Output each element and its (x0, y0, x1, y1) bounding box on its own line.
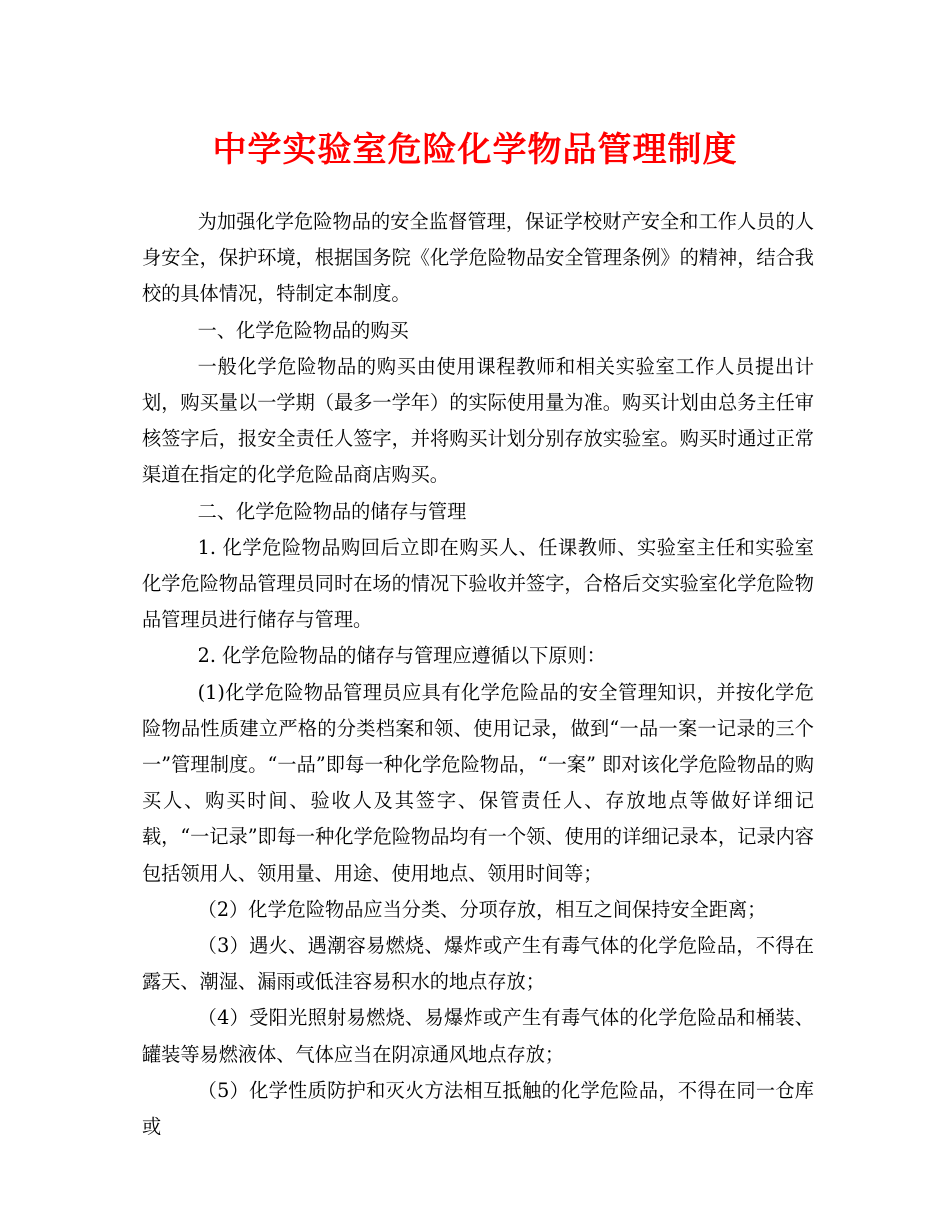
paragraph-rule-2: （2）化学危险物品应当分类、分项存放，相互之间保持安全距离； (197, 897, 767, 921)
section-heading-purchase: 一、化学危险物品的购买 (197, 318, 409, 342)
paragraph-rule-4: （4）受阳光照射易燃烧、易爆炸或产生有毒气体的化学危险品和桶装、罐装等易燃液体、气体应当在阴凉通风地点存放； (142, 1006, 814, 1066)
paragraph-purchase: 一般化学危险物品的购买由使用课程教师和相关实验室工作人员提出计划，购买量以一学期（最多一学年）的实际使用量为准。购买计划由总务主任审核签字后，报安全责任人签字，并将购买计划分别存放实验室。购买时通过正常渠道在指定的化学危险品商店购买。 (142, 354, 814, 487)
paragraph-rule-3: （3）遇火、遇潮容易燃烧、爆炸或产生有毒气体的化学危险品，不得在露天、潮湿、漏雨或低洼容易积水的地点存放； (142, 934, 814, 994)
paragraph-intro: 为加强化学危险物品的安全监督管理，保证学校财产安全和工作人员的人身安全，保护环境，根据国务院《化学危险物品安全管理条例》的精神，结合我校的具体情况，特制定本制度。 (142, 210, 814, 306)
paragraph-storage-2: 2. 化学危险物品的储存与管理应遵循以下原则： (197, 644, 606, 668)
paragraph-storage-1: 1. 化学危险物品购回后立即在购买人、任课教师、实验室主任和实验室化学危险物品管理员同时在场的情况下验收并签字，合格后交实验室化学危险物品管理员进行储存与管理。 (142, 535, 814, 632)
paragraph-rule-5: （5）化学性质防护和灭火方法相互抵触的化学危险品，不得在同一仓库或 (142, 1078, 814, 1139)
paragraph-rule-1: (1)化学危险物品管理员应具有化学危险品的安全管理知识，并按化学危险物品性质建立严格的分类档案和领、使用记录，做到“一品一案一记录的三个一”管理制度。“一品”即每一种化学危险物品，“一案” 即对该化学危险物品的购买人、购买时间、验收人及其签字、保管责任人、存放地点等做好详细记载，“一记录”即每一种化学危险物品均有一个领、使用的详细记录本，记录内容包括领用人、领用量、用途、使用地点、领用时间等； (142, 680, 814, 885)
document-title: 中学实验室危险化学物品管理制度 (212, 130, 738, 170)
section-heading-storage: 二、化学危险物品的储存与管理 (197, 499, 467, 523)
document-body (142, 204, 814, 1145)
